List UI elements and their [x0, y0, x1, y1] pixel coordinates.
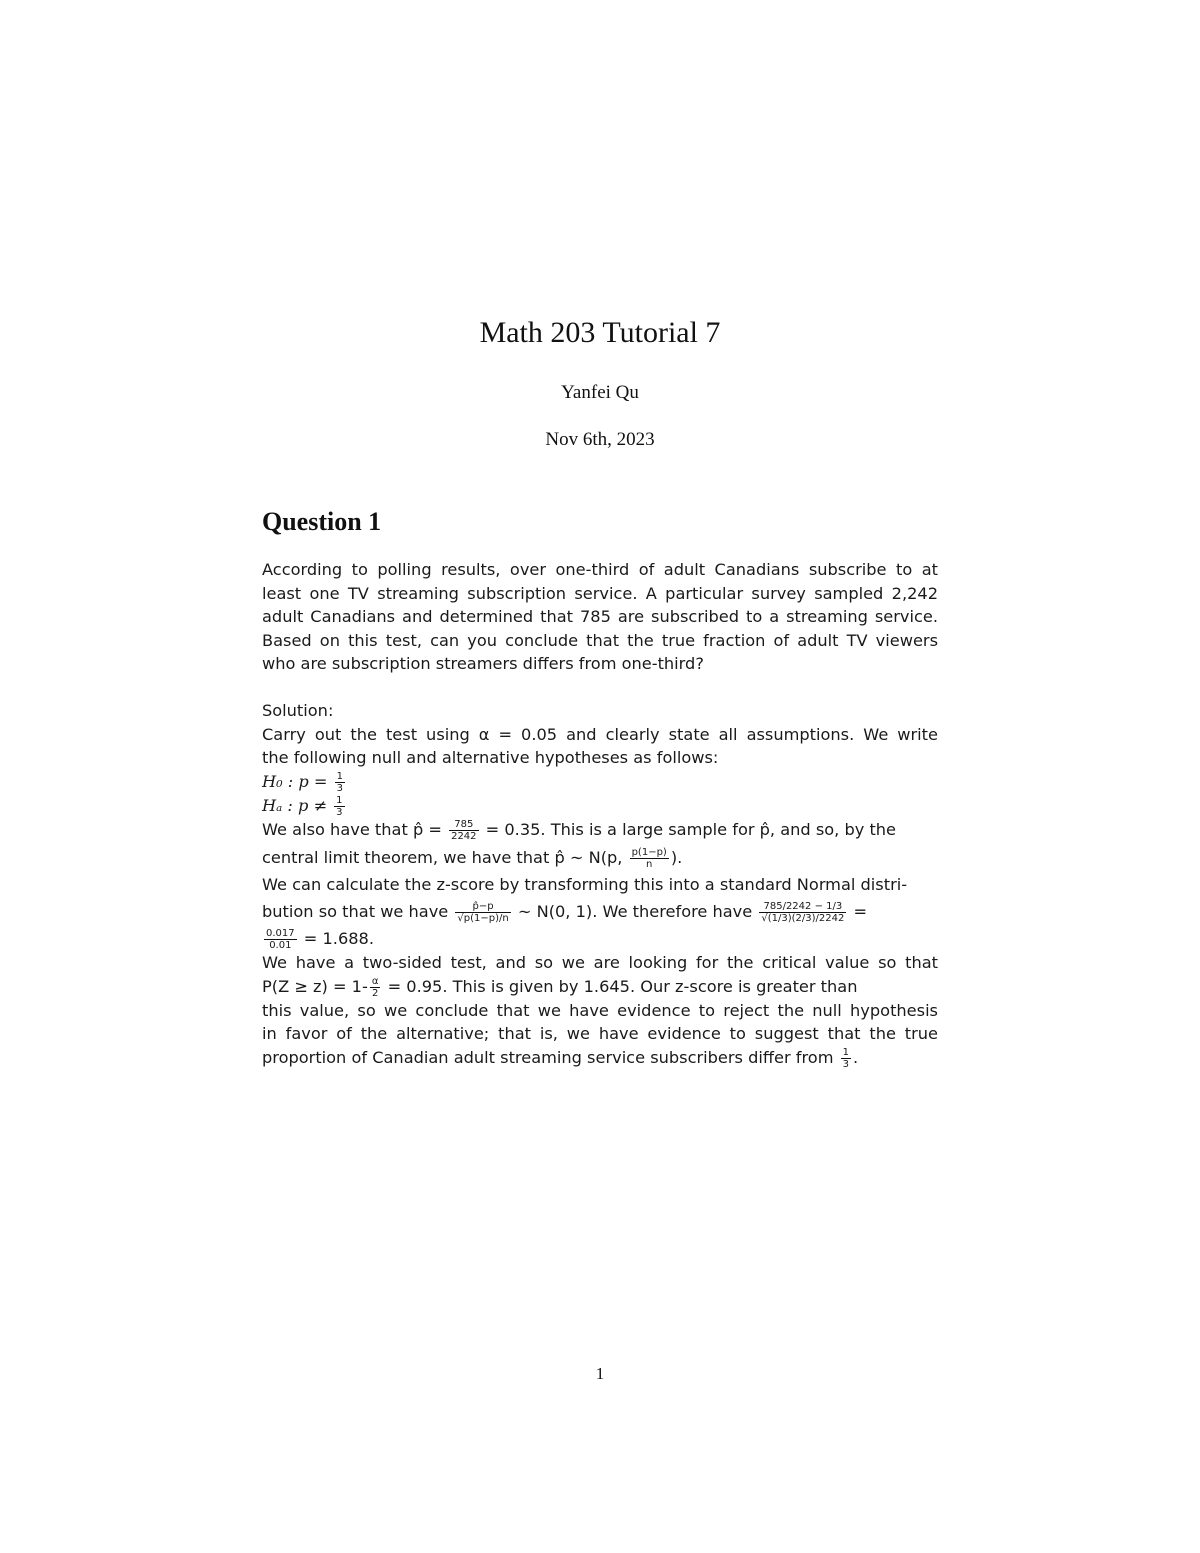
numerator: 1	[336, 794, 343, 806]
null-hypothesis	[262, 770, 938, 794]
denominator: √p(1−p)/n	[457, 913, 509, 924]
document-title: Math 203 Tutorial 7	[479, 316, 721, 349]
denominator: 3	[336, 782, 343, 794]
text-run: = 0.35. This is a large sample for p̂, and so, by the	[480, 819, 897, 839]
fraction-phat	[449, 819, 478, 842]
denominator: √(1/3)(2/3)/2242	[761, 913, 845, 924]
text-run: ∼ N(0, 1). We therefore have	[512, 902, 758, 921]
solution-line: We have a two-sided test, and so we are looking for the critical value so that	[262, 953, 938, 972]
critical-value-line	[262, 975, 938, 999]
z-result-line	[262, 927, 938, 951]
text-run: proportion of Canadian adult streaming service subscribers differ from	[262, 1047, 839, 1067]
text-run: We also have that p̂ =	[262, 819, 448, 839]
question-text	[262, 558, 938, 676]
denominator: 3	[336, 806, 343, 818]
text-run: = 0.95. This is given by 1.645. Our z-score is greater than	[382, 976, 858, 996]
text-run: =	[848, 902, 868, 921]
solution-line: this value, so we conclude that we have evidence to reject the null hypothesis	[262, 1000, 938, 1020]
question-line: Based on this test, can you conclude that the true fraction of adult TV viewers	[262, 630, 938, 650]
fraction-alpha-half	[370, 976, 381, 999]
denominator: n	[646, 858, 653, 870]
question-line: who are subscription streamers differs from one-third?	[262, 654, 704, 673]
text-run: .	[853, 1047, 859, 1067]
denominator: 0.01	[269, 940, 292, 951]
fraction-z-general	[455, 901, 510, 924]
ha-label: Hₐ : p ≠	[262, 795, 333, 815]
solution-label: Solution:	[262, 701, 334, 720]
numerator: 1	[336, 770, 343, 782]
numerator: 785	[449, 819, 478, 831]
solution-line: in favor of the alternative; that is, we have evidence to suggest that the true	[262, 1024, 938, 1043]
solution-text	[262, 699, 938, 1070]
text-run: P(Z ≥ z) = 1-	[262, 976, 368, 996]
numerator: α	[371, 975, 379, 987]
numerator: p(1−p)	[631, 846, 667, 858]
denominator: 2	[371, 987, 379, 999]
solution-line: Carry out the test using α = 0.05 and clearly state all assumptions. We write	[262, 724, 938, 744]
question-heading: Question 1	[262, 507, 382, 536]
text-run: bution so that we have	[262, 902, 454, 921]
page-number: 1	[595, 1364, 605, 1383]
h0-label: H₀ : p =	[262, 771, 333, 791]
numerator: 1	[842, 1046, 849, 1058]
z-score-line	[262, 896, 938, 927]
phat-line	[262, 818, 938, 842]
denominator: 3	[842, 1058, 849, 1070]
text-run: = 1.688.	[298, 929, 374, 948]
fraction-z-value	[759, 901, 846, 924]
text-run: ).	[670, 847, 683, 867]
document-author: Yanfei Qu	[561, 382, 639, 403]
clt-line	[262, 842, 938, 873]
numerator: p̂−p	[455, 901, 510, 913]
alternative-hypothesis	[262, 794, 938, 818]
solution-line: We can calculate the z-score by transforming this into a standard Normal distri-	[262, 874, 908, 894]
numerator: 0.017	[266, 928, 295, 939]
fraction-one-third	[841, 1047, 851, 1070]
question-line: adult Canadians and determined that 785 are subscribed to a streaming service.	[262, 607, 938, 626]
fraction-result	[264, 928, 297, 951]
fraction-one-third	[334, 795, 344, 818]
document-date: Nov 6th, 2023	[545, 429, 655, 450]
conclusion-line	[262, 1046, 938, 1070]
fraction-variance	[630, 847, 669, 870]
numerator: 785/2242 − 1/3	[759, 901, 846, 913]
fraction-one-third	[335, 771, 345, 794]
question-line: least one TV streaming subscription service. A particular survey sampled 2,242	[262, 583, 938, 603]
denominator: 2242	[451, 830, 477, 842]
text-run: central limit theorem, we have that p̂ ∼ N(p,	[262, 847, 628, 867]
question-line: According to polling results, over one-third of adult Canadians subscribe to at	[262, 560, 938, 579]
solution-line: the following null and alternative hypotheses as follows:	[262, 748, 719, 767]
